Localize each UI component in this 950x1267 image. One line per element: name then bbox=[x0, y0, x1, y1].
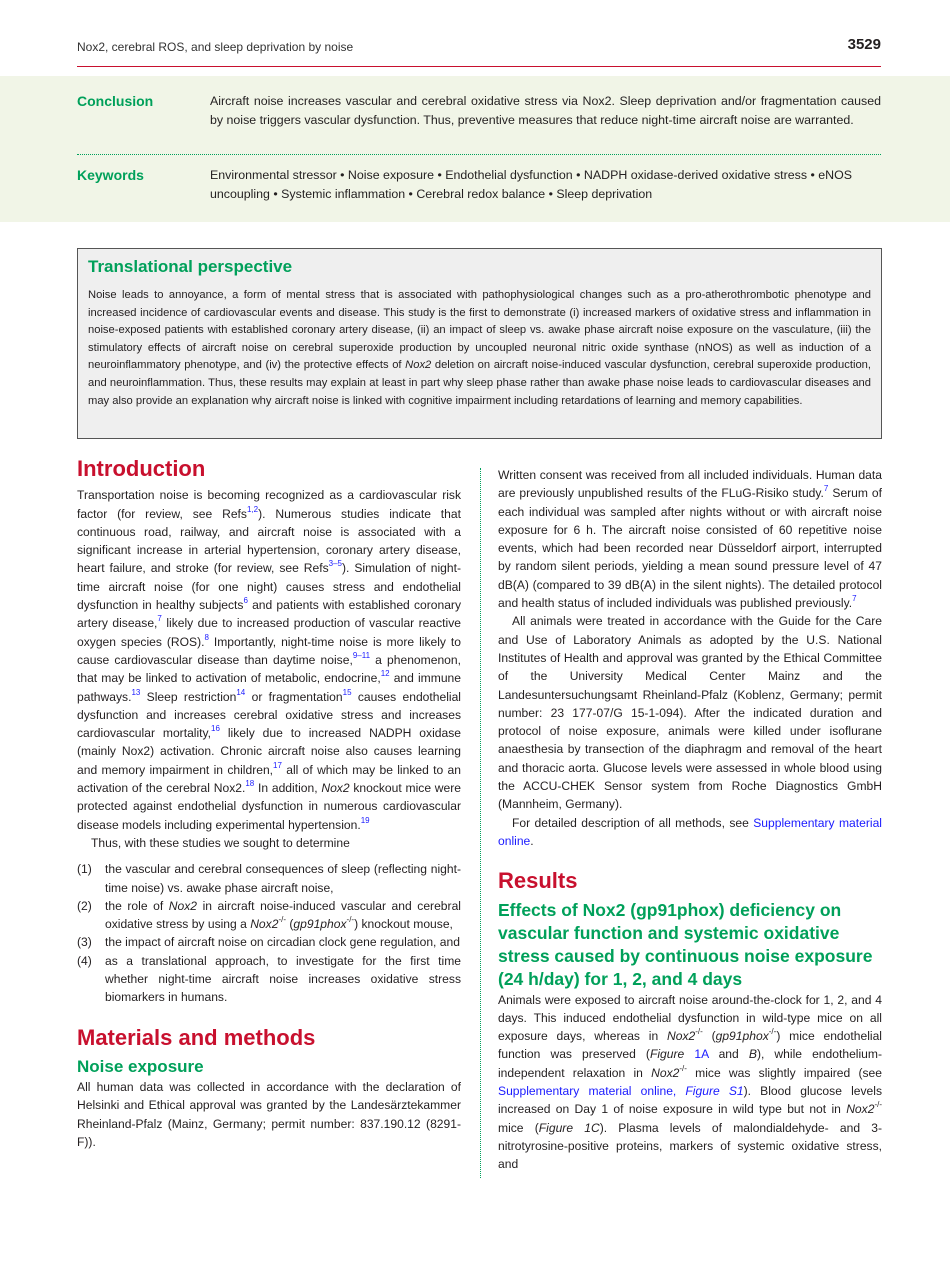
text-run: knockout mice were protected against endothelial dysfunction in numerous cardiovascular disease models including experimental hypertension. bbox=[77, 781, 462, 832]
text-run: mice was slightly impaired (see bbox=[686, 1065, 882, 1080]
text-run: Animals were exposed to aircraft noise around-the-clock for 1, 2, and 4 days. This induced endothelial dysfunction in wild-type mice on all exposure days, whereas in bbox=[498, 992, 882, 1044]
supplementary-link[interactable]: Supplementary material online, bbox=[498, 1084, 686, 1099]
text-run: a phenomenon, that may be linked to activation of metabolic, endocrine, bbox=[77, 652, 461, 686]
text-run: and bbox=[708, 1047, 749, 1062]
text-run: likely due to increased production of vascular reactive oxygen species (ROS). bbox=[77, 616, 462, 649]
citation-link[interactable]: 8 bbox=[204, 632, 209, 642]
text-run: ( bbox=[286, 917, 294, 932]
results-paragraph bbox=[498, 991, 882, 1174]
text-run: Nox2 bbox=[651, 1065, 680, 1080]
text-run: Serum of each individual was sampled after nights without or with aircraft noise exposure for 6 h. The aircraft noise consisted of 60 repetitive noise events, which had been recorded near Düsseldorf airport, interrupted by random silent periods, yielding a mean sound pressure level of 47 dB(A) (compared to 39 dB(A) in the silent nights). The detailed protocol and health status of included individuals was published previously. bbox=[498, 486, 882, 611]
text-run: ( bbox=[702, 1029, 716, 1044]
citation-link[interactable]: 18 bbox=[245, 779, 255, 789]
results-subheading: Effects of Nox2 (gp91phox) deficiency on vascular function and systemic oxidative stress caused by continuous noise exposure (24 h/day) for 1, 2, and 4 days bbox=[498, 899, 873, 989]
list-number: (1) bbox=[77, 862, 92, 877]
text-run: Transportation noise is becoming recognized as a cardiovascular risk factor (for review, see Refs bbox=[77, 488, 461, 521]
supplementary-link[interactable]: Figure S1 bbox=[685, 1084, 744, 1099]
genotype-superscript: -/- bbox=[695, 1027, 703, 1037]
text-run: Sleep restriction bbox=[140, 689, 237, 704]
citation-link[interactable]: 14 bbox=[236, 687, 246, 697]
text-run: ) knockout mouse, bbox=[354, 917, 453, 932]
citation-link[interactable]: 6 bbox=[243, 596, 248, 606]
running-title: Nox2, cerebral ROS, and sleep deprivation by noise bbox=[77, 40, 354, 54]
citation-link[interactable]: 12 bbox=[380, 669, 390, 679]
text-run: B bbox=[748, 1047, 757, 1062]
genotype-superscript: -/- bbox=[679, 1063, 687, 1073]
text-run: Written consent was received from all included individuals. Human data are previously unpublished results of the FLuG-Risiko study. bbox=[498, 468, 882, 501]
text-run: In addition, bbox=[254, 781, 322, 796]
genotype-superscript: -/- bbox=[346, 915, 355, 925]
citation-link[interactable]: 7 bbox=[157, 614, 162, 624]
text-run: the role of bbox=[105, 898, 169, 913]
text-run: the impact of aircraft noise on circadian clock gene regulation, and bbox=[105, 935, 460, 950]
citation-link[interactable]: 16 bbox=[211, 724, 220, 734]
text-run: causes endothelial dysfunction and increases cerebral oxidative stress and increases cardiovascular mortality, bbox=[77, 689, 461, 741]
text-run: and immune pathways. bbox=[77, 671, 461, 704]
left-column bbox=[77, 456, 462, 1151]
column-divider bbox=[480, 468, 481, 1178]
results-heading: Results bbox=[498, 868, 578, 894]
intro-paragraph bbox=[77, 834, 461, 852]
text-run: all of which may be linked to an activation of the cerebral Nox2. bbox=[77, 762, 461, 796]
text-run: ), while endothelium-independent relaxation in bbox=[498, 1047, 882, 1080]
supplementary-link[interactable]: 1A bbox=[694, 1047, 709, 1062]
text-run: Nox2 bbox=[250, 917, 279, 932]
text-run: Importantly, night-time noise is more likely to cause cardiovascular disease than daytime noise, bbox=[77, 634, 461, 667]
text-run: For detailed description of all methods, see bbox=[512, 815, 754, 830]
translational-body bbox=[88, 287, 871, 410]
keywords-text: Environmental stressor • Noise exposure • Endothelial dysfunction • NADPH oxidase-derived oxidative stress • eNOS uncoupling • Systemic inflammation • Cerebral redox balance • Sleep deprivation bbox=[210, 168, 852, 201]
page-number: 3529 bbox=[847, 36, 881, 53]
text-run: the vascular and cerebral consequences of sleep (reflecting night-time noise) vs. awake phase aircraft noise, bbox=[105, 862, 461, 895]
genotype-superscript: -/- bbox=[874, 1100, 882, 1110]
text-run: Nox2 bbox=[666, 1029, 696, 1044]
intro-paragraph bbox=[77, 486, 461, 834]
text-run: deletion on aircraft noise-induced vascular dysfunction, cerebral superoxide production, and neuroinflammation. Thus, these results may explain at least in part why sleep phase rather than awake phase noise leads to cardiovascular diseases and may also provide an explanation why aircraft noise is linked with cognitive impairment including retardations of learning and memory capabilities. bbox=[88, 359, 871, 407]
genotype-superscript: -/- bbox=[278, 915, 286, 925]
citation-link[interactable]: 9–11 bbox=[352, 650, 371, 660]
text-run: ). Numerous studies indicate that continuous road, railway, and aircraft noise is associated with a significant increase in arterial hypertension, coronary artery disease, heart failure, and stroke (for review, see Refs bbox=[77, 506, 461, 576]
text-run: Thus, with these studies we sought to determine bbox=[91, 835, 350, 850]
abstract-divider bbox=[77, 154, 881, 155]
citation-link[interactable]: 13 bbox=[131, 687, 141, 697]
methods-paragraph bbox=[498, 814, 882, 851]
introduction-heading: Introduction bbox=[77, 456, 206, 481]
aims-list bbox=[77, 860, 461, 1006]
methods-paragraph bbox=[498, 612, 882, 813]
text-run: Noise leads to annoyance, a form of mental stress that is associated with pathophysiological changes such as a pro-atherothrombotic phenotype and increased incidence of cardiovascular events and disease. This study is the first to demonstrate (i) increased markers of oxidative stress and inflammation in noise-exposed patients with established coronary artery disease, (ii) an impact of sleep vs. awake phase aircraft noise exposure on the vasculature, (iii) the stimulatory effects of aircraft noise on cerebral superoxide production by uncoupled neuronal nitric oxide synthase (nNOS) as well as induction of a neuroinflammatory phenotype, and (iv) the protective effects of bbox=[88, 289, 871, 372]
citation-link[interactable]: 19 bbox=[360, 815, 370, 825]
text-run: Nox2 bbox=[405, 359, 432, 372]
text-run: mice ( bbox=[498, 1120, 539, 1135]
text-run: All animals were treated in accordance with the Guide for the Care and Use of Laboratory Animals as adopted by the U.S. National Institutes of Health and approval was granted by the Ethical Committee of the University Medical Center Mainz and the Landesuntersuchungsamt Rheinland-Pfalz (Koblenz, Germany; permit number: 23 177-07/G 15-1-094). After the indicated duration and protocol of noise exposure, animals were killed under isoflurane anaesthesia by transection of the diaphragm and removal of the heart and thoracic aorta. Glucose levels were assessed in whole blood using the ACCU-CHEK Sensor system from Roche Diagnostics GmbH (Mannheim, Germany). bbox=[498, 614, 882, 812]
text-run: gp91phox bbox=[715, 1029, 769, 1044]
text-run: ). Blood glucose levels increased on Day 1 of noise exposure in wild type but not in bbox=[498, 1084, 882, 1117]
supplementary-link[interactable]: Supplementary material online bbox=[498, 815, 882, 848]
text-run: All human data was collected in accordance with the declaration of Helsinki and Ethical approval was granted by the Landesärztekammer Rheinland-Pfalz (Mainz, Germany; permit number: 837.190.12 (8291-F)). bbox=[77, 1079, 461, 1149]
conclusion-label: Conclusion bbox=[77, 93, 154, 109]
text-run: Nox2 bbox=[168, 898, 197, 913]
text-run: Nox2 bbox=[321, 781, 350, 796]
methods-paragraph bbox=[77, 1078, 461, 1151]
text-run: Figure bbox=[649, 1047, 695, 1062]
text-run: or fragmentation bbox=[245, 689, 343, 704]
text-run: Nox2 bbox=[846, 1102, 875, 1117]
text-run: in aircraft noise-induced vascular and cerebral oxidative stress by using a bbox=[105, 898, 461, 932]
translational-title: Translational perspective bbox=[88, 257, 293, 276]
aim-list-item bbox=[77, 897, 461, 934]
text-run: ) mice endothelial function was preserved ( bbox=[498, 1029, 882, 1062]
conclusion-text: Aircraft noise increases vascular and cerebral oxidative stress via Nox2. Sleep deprivation and/or fragmentation caused by noise triggers vascular dysfunction. Thus, preventive measures that reduce night-time aircraft noise are warranted. bbox=[210, 94, 881, 127]
noise-exposure-heading: Noise exposure bbox=[77, 1056, 204, 1076]
header-rule bbox=[77, 66, 881, 67]
text-run: ). Plasma levels of malondialdehyde- and 3-nitrotyrosine-positive proteins, markers of systemic oxidative stress, and bbox=[498, 1120, 882, 1172]
aim-list-item bbox=[77, 933, 461, 951]
methods-heading: Materials and methods bbox=[77, 1024, 316, 1050]
list-number: (3) bbox=[77, 935, 92, 950]
genotype-superscript: -/- bbox=[768, 1027, 777, 1037]
citation-link[interactable]: 15 bbox=[342, 687, 352, 697]
text-run: ). Simulation of night-time aircraft noise (for one night) causes stress and endothelial dysfunction in healthy subjects bbox=[77, 561, 462, 613]
text-run: as a translational approach, to investigate for the first time whether night-time aircraft noise increases oxidative stress biomarkers in humans. bbox=[105, 953, 461, 1005]
text-run: Figure 1C bbox=[538, 1120, 600, 1135]
text-run: . bbox=[530, 833, 534, 848]
citation-link[interactable]: 7 bbox=[823, 484, 829, 494]
list-number: (4) bbox=[77, 953, 92, 968]
aim-list-item bbox=[77, 952, 461, 1007]
keywords-label: Keywords bbox=[77, 167, 144, 183]
text-run: and patients with established coronary artery disease, bbox=[77, 598, 461, 631]
citation-link[interactable]: 17 bbox=[273, 760, 282, 770]
list-number: (2) bbox=[77, 898, 92, 913]
methods-paragraph bbox=[498, 466, 882, 612]
translational-perspective-box bbox=[77, 248, 882, 439]
citation-link[interactable]: 7 bbox=[852, 594, 857, 604]
citation-link[interactable]: 3–5 bbox=[328, 559, 343, 569]
citation-link[interactable]: 1,2 bbox=[246, 504, 259, 514]
aim-list-item bbox=[77, 860, 461, 897]
text-run: likely due to increased NADPH oxidase (mainly Nox2) activation. Chronic aircraft noise also causes learning and memory impairment in children, bbox=[77, 726, 461, 777]
text-run: gp91phox bbox=[293, 917, 347, 932]
right-column bbox=[498, 466, 882, 1174]
